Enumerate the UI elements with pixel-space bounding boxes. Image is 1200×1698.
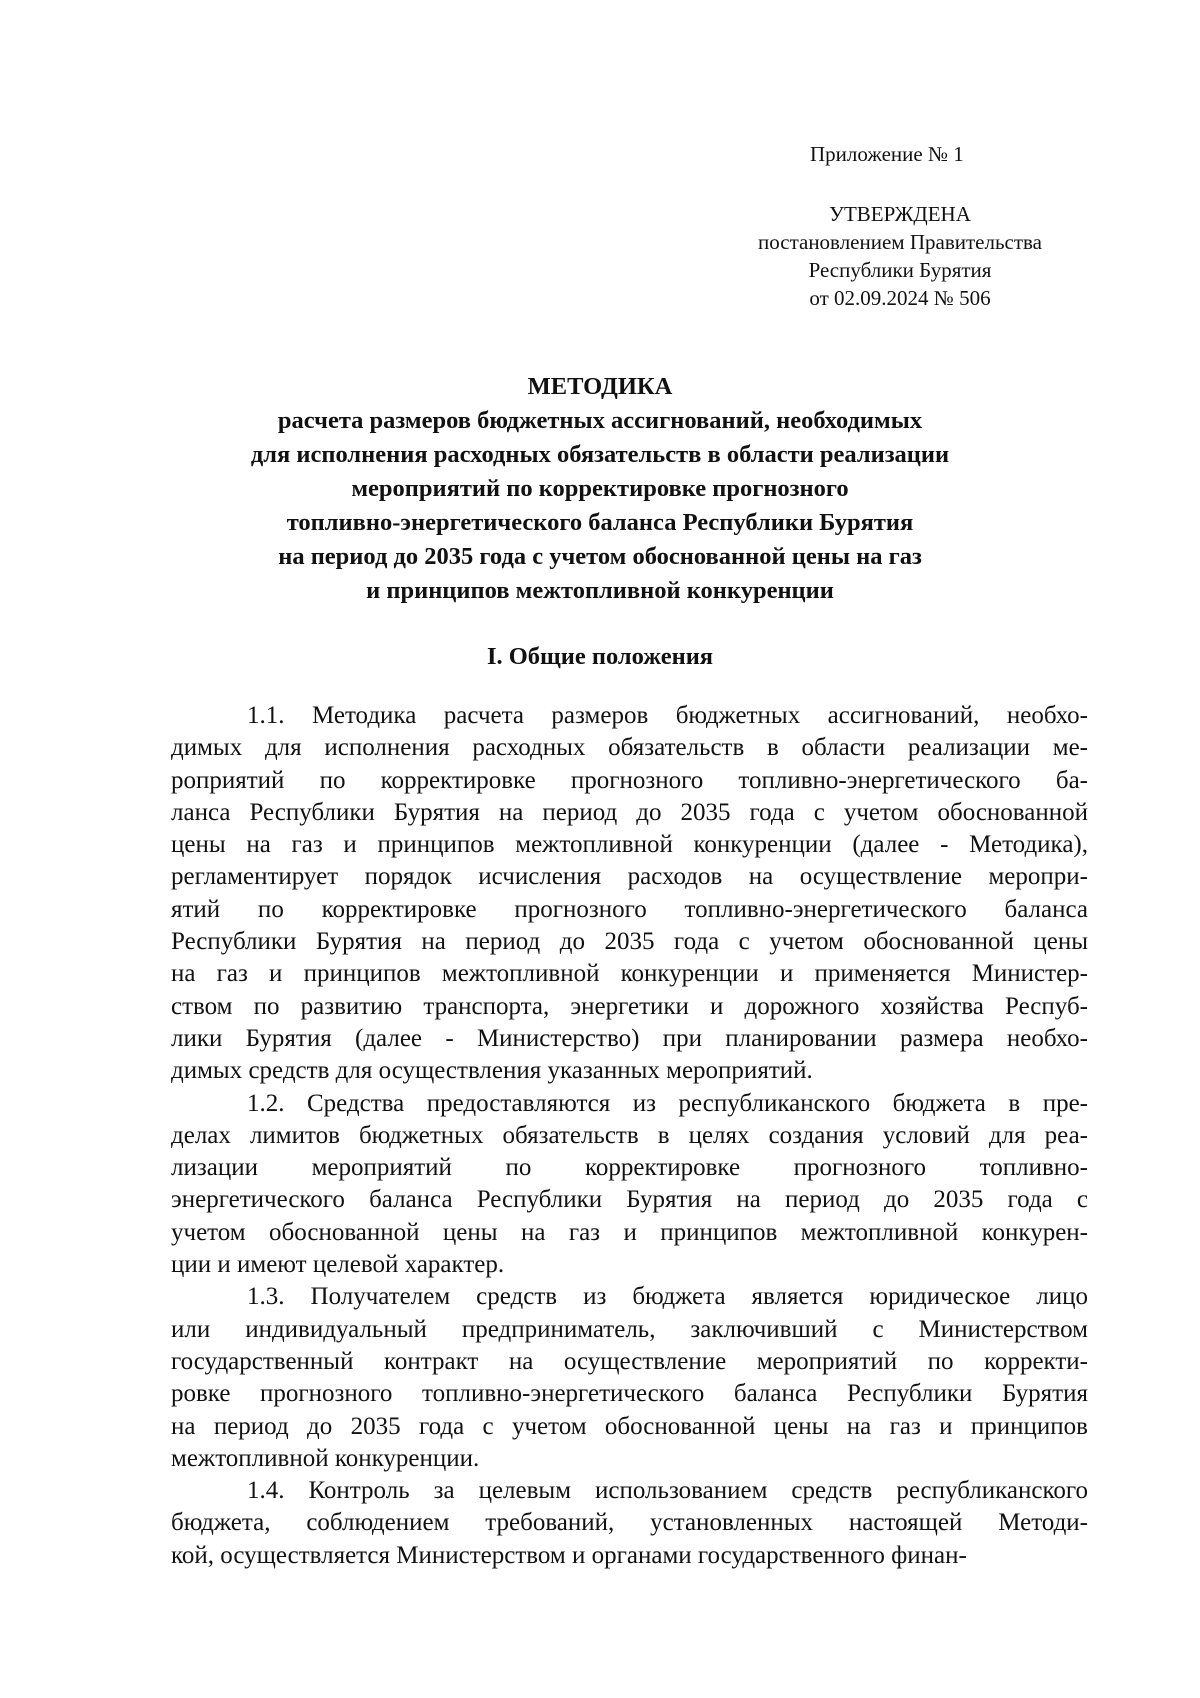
paragraph-line: регламентирует порядок исчисления расходов на осуществление меропри- [171,863,1088,891]
paragraph-line: 1.3. Получателем средств из бюджета является юридическое лицо [247,1283,1088,1311]
paragraph-line: димых средств для осуществления указанных мероприятий. [171,1057,813,1085]
paragraph-line: или индивидуальный предприниматель, заключивший с Министерством [171,1315,1088,1343]
paragraph [171,1281,1088,1475]
paragraph-line: Республики Бурятия на период до 2035 года с учетом обоснованной цены [171,928,1088,956]
paragraph [171,700,1088,1088]
title-heading: МЕТОДИКА [527,373,673,400]
paragraph-line: ятий по корректировке прогнозного топливно-энергетического баланса [171,895,1088,923]
paragraph-line: ланса Республики Бурятия на период до 2035 года с учетом обоснованной [171,798,1088,826]
title-subtitle-line: на период до 2035 года с учетом обоснованной цены на газ [278,543,922,570]
paragraph-line: 1.4. Контроль за целевым использованием средств республиканского [247,1477,1088,1505]
approval-stamp [700,200,1100,312]
paragraph-line: бюджета, соблюдением требований, установленных настоящей Методи- [171,1509,1088,1537]
document-title [150,370,1050,608]
paragraph-line: ровке прогнозного топливно-энергетического баланса Республики Бурятия [171,1380,1088,1408]
approval-line: постановлением Правительства [757,230,1042,254]
paragraph-line: лизации мероприятий по корректировке прогнозного топливно- [171,1154,1088,1182]
paragraph [171,1088,1088,1282]
paragraph-line: 1.1. Методика расчета размеров бюджетных ассигнований, необхо- [247,702,1088,729]
paragraph-line: роприятий по корректировке прогнозного топливно-энергетического ба- [171,766,1088,794]
paragraph-line: димых для исполнения расходных обязательств в области реализации ме- [171,734,1088,762]
title-subtitle-line: топливно-энергетического баланса Республики Бурятия [286,509,914,536]
paragraph-line: делах лимитов бюджетных обязательств в целях создания условий для реа- [171,1121,1088,1149]
paragraph-line: на газ и принципов межтопливной конкуренции и применяется Министер- [171,960,1088,988]
section-body [171,700,1088,1572]
paragraph-line: государственный контракт на осуществление мероприятий по корректи- [171,1347,1088,1375]
paragraph-line: кой, осуществляется Министерством и органами государственного финан- [171,1541,967,1569]
paragraph [171,1475,1088,1572]
appendix-label: Приложение № 1 [810,142,964,166]
paragraph-line: 1.2. Средства предоставляются из республиканского бюджета в пре- [247,1089,1088,1117]
section-heading: I. Общие положения [486,643,714,670]
paragraph-line: цены на газ и принципов межтопливной конкуренции (далее - Методика), [171,831,1088,859]
title-subtitle-line: расчета размеров бюджетных ассигнований, необходимых [277,407,923,434]
paragraph-line: лики Бурятия (далее - Министерство) при планировании размера необхо- [171,1024,1088,1052]
title-subtitle-line: мероприятий по корректировке прогнозного [351,475,849,502]
paragraph-line: на период до 2035 года с учетом обоснованной цены на газ и принципов [171,1412,1088,1440]
title-subtitle-line: и принципов межтопливной конкуренции [366,577,834,604]
title-subtitle-line: для исполнения расходных обязательств в области реализации [250,441,950,468]
approval-line: Республики Бурятия [808,258,992,282]
paragraph-line: энергетического баланса Республики Бурятия на период до 2035 года с [171,1186,1088,1214]
paragraph-line: ции и имеют целевой характер. [171,1251,505,1279]
paragraph-line: ством по развитию транспорта, энергетики и дорожного хозяйства Респуб- [171,992,1088,1020]
paragraph-line: учетом обоснованной цены на газ и принципов межтопливной конкурен- [171,1218,1088,1246]
approval-line: УТВЕРЖДЕНА [829,202,971,226]
paragraph-line: межтопливной конкуренции. [171,1444,480,1472]
approval-line: от 02.09.2024 № 506 [809,286,991,310]
